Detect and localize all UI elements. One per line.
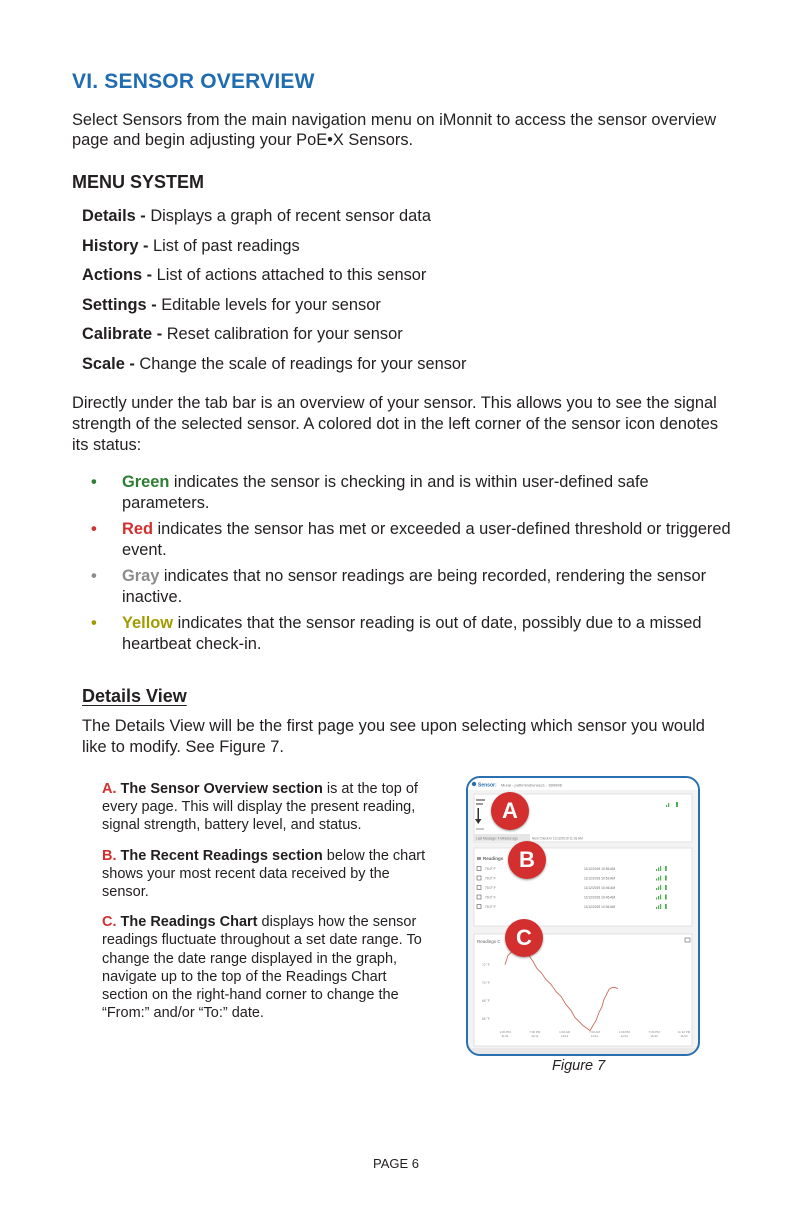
overview-text-stub [476,803,483,805]
x-tick-date: 11/12 [680,1034,688,1038]
figure-sensor-name: Mural - pathmind/unsec1 - 699896 [501,782,562,788]
section-letter: C. [102,914,117,931]
menu-desc: Change the scale of readings for your sensor [134,354,467,373]
page-title: VI. SENSOR OVERVIEW [72,70,315,93]
x-tick-date: 11/12 [620,1034,628,1038]
reading-time: 11/12/2019 10:46 AM [584,886,616,890]
x-tick-date: 11/11 [531,1034,539,1038]
status-word-red: Red [122,520,153,538]
menu-term: History - [82,236,149,255]
menu-item-details [82,205,467,235]
reading-signal-bar [656,907,657,909]
signal-bar [668,803,669,807]
reading-signal-bar [660,876,661,881]
section-letter: B. [102,847,117,864]
status-desc: indicates the sensor is checking in and is within user-defined safe parameters. [122,473,649,512]
status-word-green: Green [122,473,170,491]
bullet-marker: • [91,614,97,632]
reading-signal-bar [660,866,661,871]
reading-signal-bar [658,887,659,891]
x-tick-date: 11/11 [501,1034,509,1038]
readings-card [474,848,692,926]
y-tick-label: 66 °F [482,1017,490,1021]
y-tick-label: 72 °F [482,963,490,967]
status-bullet-list [72,472,732,660]
reading-signal-bar [660,895,661,900]
status-desc: indicates that the sensor reading is out of date, possibly due to a missed heartbeat check-in. [122,614,702,653]
reading-battery-icon [665,895,667,900]
x-tick-date: 11/12 [561,1034,569,1038]
bullet-marker: • [91,520,97,538]
menu-item-settings [82,294,467,324]
section-text: is at the top of every page. This will display the present reading, signal strength, battery level, and status. [102,781,418,834]
reading-time: 11/12/2019 10:56 AM [584,867,616,871]
menu-item-scale [82,353,467,383]
menu-desc: List of actions attached to this sensor [152,266,427,285]
section-text: below the chart shows your most recent data received by the sensor. [102,847,426,901]
figure-readings-label: Readings [483,856,504,861]
status-bullet-red [72,519,732,561]
figure-sensor-label: Sensor: [478,782,497,789]
sensor-gear-icon [472,782,476,786]
reading-value: 70.0° F [485,886,496,890]
x-tick-time: 1:00 PM [499,1030,511,1034]
reading-value: 70.0° F [485,895,496,900]
bullet-marker: • [91,567,97,585]
reading-time: 11/12/2019 10:53 AM [584,876,616,881]
status-word-gray: Gray [122,567,160,585]
status-bullet-green [72,472,732,514]
y-tick-label: 68 °F [482,999,490,1003]
figure-next-checkin: Next Check-in 11/12/2019 11:03 AM [532,836,583,841]
reading-signal-bar [658,877,659,881]
callout-badge-a: A [491,792,529,830]
figure-7-screenshot [466,776,700,1056]
details-view-paragraph: The Details View will be the first page you see upon selecting which sensor you would like to modify. See Figure 7. [82,717,705,756]
menu-desc: Displays a graph of recent sensor data [145,207,431,225]
callout-badge-c: C [505,919,543,957]
status-intro-paragraph: Directly under the tab bar is an overview of your sensor. This allows you to see the signal strength of the selected sensor. A colored dot in the left corner of the sensor icon denotes its status: [72,394,719,454]
reading-signal-bar [656,879,657,881]
menu-desc: Editable levels for your sensor [156,295,381,314]
section-c-description [102,913,432,1022]
x-tick-time: 1:00 PM [618,1030,630,1034]
details-view-heading: Details View [82,686,187,706]
status-bullet-gray [72,566,732,608]
menu-item-calibrate [82,323,467,353]
reading-signal-bar [660,885,661,890]
section-a-description [102,780,432,835]
status-word-yellow: Yellow [122,614,174,632]
reading-time: 11/12/2019 10:36 AM [584,905,616,909]
overview-text-stub [476,828,484,830]
x-tick-date: 11/12 [590,1034,599,1038]
battery-icon [676,802,678,807]
figure-chart-label: Readings C [477,939,501,944]
overview-text-stub [476,799,485,801]
menu-item-actions [82,264,467,294]
figure-caption: Figure 7 [552,1058,606,1074]
reading-time: 11/12/2019 10:46 AM [584,895,616,900]
reading-signal-bar [658,906,659,910]
reading-battery-icon [665,866,667,871]
reading-value: 70.0° F [485,876,496,881]
reading-battery-icon [665,876,667,881]
menu-term: Scale - [82,354,135,373]
section-text: displays how the sensor readings fluctuate throughout a set date range. To change the date range displayed in the graph, navigate up to the top of the Readings Chart section on the right-hand corner to change the “From:” and/or “To:” date. [102,914,422,1022]
reading-value: 70.0° F [485,867,496,871]
x-tick-time: 7:00 PM [529,1030,541,1034]
x-tick-time: 1:00 AM [559,1030,571,1034]
reading-signal-bar [656,869,657,871]
figure-last-message: Last Message: 4 Minutes ago [476,836,518,841]
section-title: The Recent Readings section [116,847,323,864]
intro-paragraph: Select Sensors from the main navigation menu on iMonnit to access the sensor overview page and begin adjusting your PoE•X Sensors. [72,111,717,149]
section-descriptions [102,780,432,1034]
menu-system-list [82,205,467,383]
x-tick-date: 11/12 [650,1034,658,1038]
reading-battery-icon [665,885,667,890]
page-number: PAGE 6 [372,1156,419,1171]
menu-term: Calibrate - [82,325,163,344]
section-title: The Sensor Overview section [116,781,323,797]
section-letter: A. [102,781,117,797]
status-desc: indicates that no sensor readings are being recorded, rendering the sensor inactive. [122,567,707,606]
readings-list-icon [477,857,481,860]
menu-system-heading: MENU SYSTEM [72,172,205,192]
section-b-description [102,847,432,902]
x-tick-time: 11:10 PM [677,1030,691,1034]
menu-item-history [82,235,467,265]
status-bullet-yellow [72,613,732,655]
status-desc: indicates the sensor has met or exceeded a user-defined threshold or triggered event. [122,520,731,559]
reading-signal-bar [658,896,659,900]
reading-signal-bar [660,904,661,909]
signal-bar [666,805,667,807]
figure-footer-bar [468,1048,698,1054]
menu-desc: Reset calibration for your sensor [162,325,403,344]
reading-signal-bar [656,898,657,900]
menu-term: Details - [82,207,146,225]
callout-badge-b: B [508,841,546,879]
reading-battery-icon [665,904,667,909]
bullet-marker: • [91,473,97,491]
x-tick-time: 7:00 AM [588,1030,601,1034]
x-tick-time: 7:00 PM [648,1030,660,1034]
reading-value: 70.0° F [485,905,496,909]
menu-term: Actions - [82,266,153,285]
section-title: The Readings Chart [116,914,258,931]
reading-signal-bar [658,868,659,872]
reading-signal-bar [656,888,657,890]
menu-desc: List of past readings [148,236,300,255]
y-tick-label: 70 °F [482,981,490,985]
menu-term: Settings - [82,295,157,314]
